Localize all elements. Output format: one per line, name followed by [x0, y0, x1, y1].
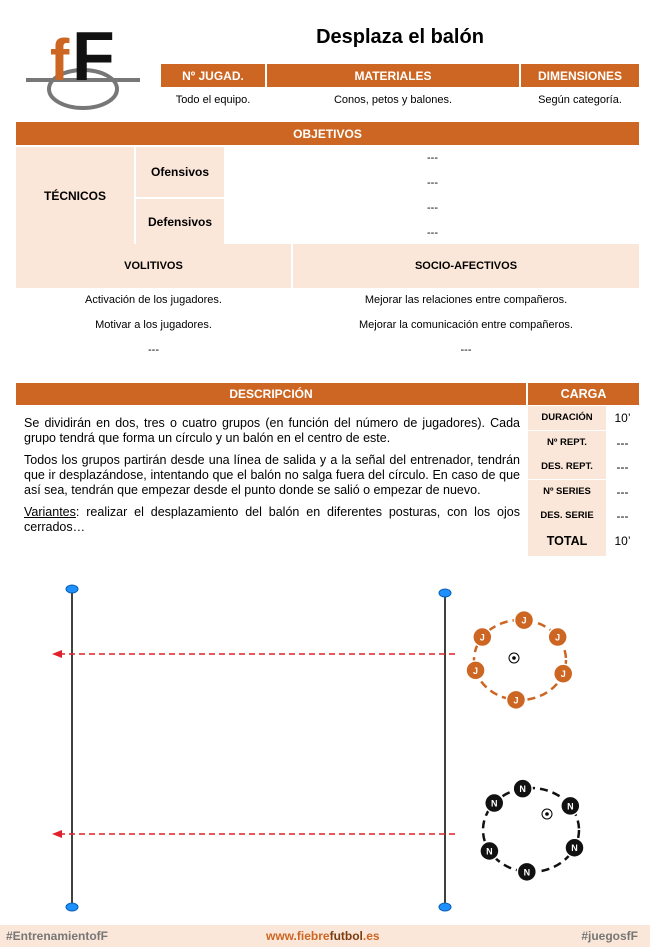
- carga-row: [528, 431, 639, 456]
- footer-hashtag-right: #juegosfF: [581, 929, 638, 943]
- svg-text:J: J: [521, 615, 527, 626]
- player-icon: [480, 842, 499, 861]
- carga-header: CARGA: [528, 383, 639, 405]
- cone-icon: [439, 903, 451, 911]
- carga-value: ---: [616, 509, 629, 524]
- socio-afectivos-value: Mejorar la comunicación entre compañeros.: [359, 319, 573, 331]
- player-icon: [473, 628, 492, 647]
- player-icon: [506, 690, 525, 709]
- player-icon: [517, 862, 536, 881]
- descripcion-body: [24, 416, 520, 542]
- player-icon: [485, 794, 504, 813]
- footer-website-part: futbol: [329, 929, 363, 943]
- carga-row: [528, 529, 639, 554]
- cone-icon: [66, 903, 78, 911]
- footer-hashtag-left: #EntrenamientofF: [6, 929, 109, 943]
- player-icon: [515, 611, 534, 630]
- exercise-diagram: [0, 570, 650, 920]
- cone-icon: [439, 589, 451, 597]
- logo: [22, 10, 144, 114]
- descripcion-paragraph: Todos los grupos partirán desde una línea de salida y a la señal del entrenador, tendrán que ir desplazándose, intentando que el balón no salga fuera del círculo. En caso de que así sea, tendrán que empezar desde el punto donde se salió o empezar de nuevo.: [24, 453, 520, 497]
- svg-text:N: N: [490, 798, 498, 809]
- svg-text:F: F: [72, 17, 115, 95]
- header-jugadores: Nº JUGAD.: [161, 64, 265, 87]
- volitivos-label: VOLITIVOS: [16, 244, 291, 288]
- svg-text:f: f: [50, 28, 70, 93]
- player-icon: [554, 664, 573, 683]
- ball-icon: [509, 653, 519, 663]
- carga-table: [528, 406, 639, 553]
- socio-afectivos-value: Mejorar las relaciones entre compañeros.: [364, 294, 568, 306]
- footer-website[interactable]: [266, 929, 380, 943]
- descripcion-paragraph: Se dividirán en dos, tres o cuatro grupos (en función del número de jugadores). Cada grupo tendrá que forma un círculo y un balón en el centro de este.: [24, 416, 520, 445]
- player-icon: [565, 838, 584, 857]
- arrow-icon: [52, 830, 455, 838]
- carga-row: [528, 406, 639, 431]
- footer: [0, 925, 650, 947]
- tecnicos-value: ---: [427, 152, 438, 164]
- footer-website-part: .es: [362, 929, 380, 943]
- variantes-paragraph: [24, 505, 520, 535]
- carga-label: TOTAL: [528, 526, 606, 556]
- carga-row: [528, 480, 639, 505]
- page-title: Desplaza el balón: [316, 26, 484, 48]
- socio-afectivos-label: SOCIO-AFECTIVOS: [293, 244, 639, 288]
- carga-label: DES. REPT.: [528, 455, 606, 479]
- tecnicos-value: ---: [427, 202, 438, 214]
- volitivos-value: ---: [148, 344, 159, 356]
- value-dimensiones: Según categoría.: [538, 94, 622, 106]
- carga-label: DES. SERIE: [528, 504, 606, 528]
- player-icon: [466, 661, 485, 680]
- player-icon: [548, 628, 567, 647]
- carga-value: ---: [616, 484, 629, 499]
- carga-label: Nº REPT.: [528, 431, 606, 455]
- carga-value: 10’: [614, 411, 631, 426]
- svg-text:N: N: [523, 867, 531, 878]
- socio-afectivos-value: ---: [460, 344, 472, 356]
- header-dimensiones: DIMENSIONES: [521, 64, 639, 87]
- volitivos-value: Activación de los jugadores.: [85, 294, 222, 306]
- carga-value: ---: [616, 460, 629, 475]
- svg-text:J: J: [479, 632, 485, 643]
- carga-label: Nº SERIES: [528, 480, 606, 504]
- player-icon: [561, 796, 580, 815]
- defensivos-label: Defensivos: [136, 199, 224, 244]
- svg-text:J: J: [555, 632, 561, 643]
- carga-label: DURACIÓN: [528, 406, 606, 430]
- svg-text:J: J: [473, 665, 479, 676]
- ball-icon: [542, 809, 552, 819]
- svg-text:N: N: [486, 846, 493, 857]
- svg-text:J: J: [560, 669, 566, 680]
- tecnicos-value: ---: [427, 227, 438, 239]
- svg-text:J: J: [513, 695, 519, 706]
- svg-text:N: N: [567, 801, 574, 812]
- carga-value: 10’: [614, 533, 631, 548]
- cone-icon: [66, 585, 78, 593]
- arrow-icon: [52, 650, 455, 658]
- header-materiales: MATERIALES: [267, 64, 519, 87]
- descripcion-header: DESCRIPCIÓN: [16, 383, 526, 405]
- value-jugadores: Todo el equipo.: [175, 94, 251, 106]
- tecnicos-value: ---: [427, 177, 438, 189]
- ofensivos-label: Ofensivos: [136, 147, 224, 197]
- value-materiales: Conos, petos y balones.: [333, 94, 453, 106]
- tecnicos-label: TÉCNICOS: [16, 147, 134, 244]
- volitivos-value: Motivar a los jugadores.: [95, 319, 212, 331]
- carga-value: ---: [616, 435, 629, 450]
- variantes-text: : realizar el desplazamiento del balón en diferentes posturas, con los ojos cerrados…: [24, 505, 520, 534]
- carga-row: [528, 455, 639, 480]
- svg-text:N: N: [519, 784, 526, 795]
- variantes-label: Variantes: [24, 505, 76, 519]
- svg-text:N: N: [571, 843, 578, 854]
- footer-website-part: www.fiebre: [266, 929, 330, 943]
- player-icon: [513, 779, 532, 798]
- objetivos-header: OBJETIVOS: [16, 122, 639, 145]
